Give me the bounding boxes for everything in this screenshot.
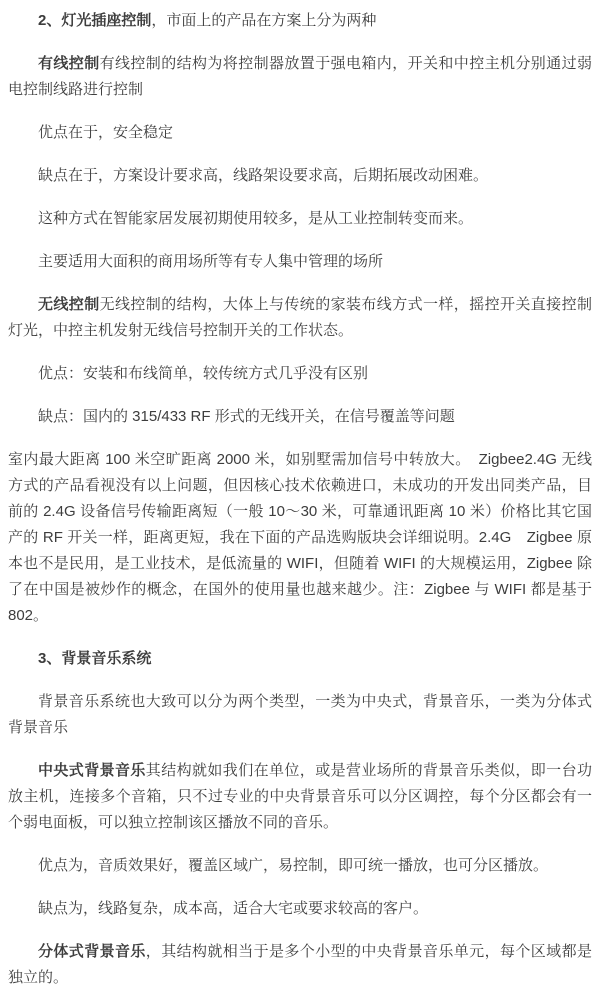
paragraph-text: 缺点：国内的 315/433 RF 形式的无线开关，在信号覆盖等问题 (38, 408, 455, 425)
paragraph-text: 无线控制的结构，大体上与传统的家装布线方式一样，摇控开关直接控制灯光，中控主机发射无线信号控制开关的工作状态。 (8, 296, 592, 339)
paragraph-text: 背景音乐系统也大致可以分为两个类型，一类为中央式，背景音乐，一类为分体式背景音乐 (8, 693, 592, 736)
paragraph-split-music (8, 939, 592, 991)
term-bold-run: 无线控制 (38, 296, 100, 313)
paragraph-wireless-control (8, 292, 592, 344)
paragraph-text: 有线控制的结构为将控制器放置于强电箱内，开关和中控主机分别通过弱电控制线路进行控制 (8, 55, 592, 98)
term-bold-run: 中央式背景音乐 (38, 762, 146, 779)
paragraph-text: 优点为，音质效果好，覆盖区域广，易控制，即可统一播放，也可分区播放。 (38, 857, 549, 874)
paragraph-wireless-cons (8, 404, 592, 430)
paragraph-text: 优点：安装和布线简单，较传统方式几乎没有区别 (38, 365, 369, 382)
term-bold-run: 有线控制 (38, 55, 100, 72)
heading-lighting-socket-control (8, 8, 592, 34)
paragraph-text: 优点在于，安全稳定 (38, 124, 174, 141)
heading-bold-run: 2、灯光插座控制 (38, 12, 152, 29)
paragraph-text: ，市面上的产品在方案上分为两种 (151, 12, 377, 29)
paragraph-wired-usage (8, 249, 592, 275)
paragraph-text: 主要适用大面积的商用场所等有专人集中管理的场所 (38, 253, 384, 270)
paragraph-wireless-pros (8, 361, 592, 387)
paragraph-text: 其结构就如我们在单位，或是营业场所的背景音乐类似，即一台功放主机，连接多个音箱，只不过专业的中央背景音乐可以分区调控，每个分区都会有一个弱电面板，可以独立控制该区播放不同的音乐。 (8, 762, 592, 831)
paragraph-central-music-pros (8, 853, 592, 879)
paragraph-text: ，其结构就相当于是多个小型的中央背景音乐单元，每个区域都是独立的。 (8, 943, 592, 986)
term-bold-run: 分体式背景音乐 (38, 943, 146, 960)
paragraph-central-music (8, 758, 592, 836)
paragraph-wireless-detail-zigbee (8, 447, 592, 629)
paragraph-wired-control (8, 51, 592, 103)
paragraph-wired-cons (8, 163, 592, 189)
paragraph-text: 缺点为，线路复杂，成本高，适合大宅或要求较高的客户。 (38, 900, 429, 917)
heading-bold-run: 3、背景音乐系统 (38, 650, 152, 667)
paragraph-text: 室内最大距离 100 米空旷距离 2000 米，如别墅需加信号中转放大。 Zigbee2.4G 无线方式的产品看视没有以上问题，但因核心技术依赖进口，未成功的开发出同类产品，目前的 2.4G 设备信号传输距离短（一般 10～30 米，可靠通讯距离 10 米）价格比其它国产的 RF 开关一样，距离更短，我在下面的产品选购版块会详细说明。2.4G Zigbee 原本也不是民用，是工业技术，是低流量的 WIFI，但随着 WIFI 的大规模运用，Zigbee 除了在中国是被炒作的概念，在国外的使用量也越来越少。注：Zigbee 与 WIFI 都是基于 802。 (8, 451, 592, 624)
paragraph-text: 这种方式在智能家居发展初期使用较多，是从工业控制转变而来。 (38, 210, 474, 227)
paragraph-music-types (8, 689, 592, 741)
heading-background-music-system (8, 646, 592, 672)
paragraph-central-music-cons (8, 896, 592, 922)
paragraph-text: 缺点在于，方案设计要求高，线路架设要求高，后期拓展改动困难。 (38, 167, 489, 184)
paragraph-wired-pros (8, 120, 592, 146)
paragraph-wired-history (8, 206, 592, 232)
